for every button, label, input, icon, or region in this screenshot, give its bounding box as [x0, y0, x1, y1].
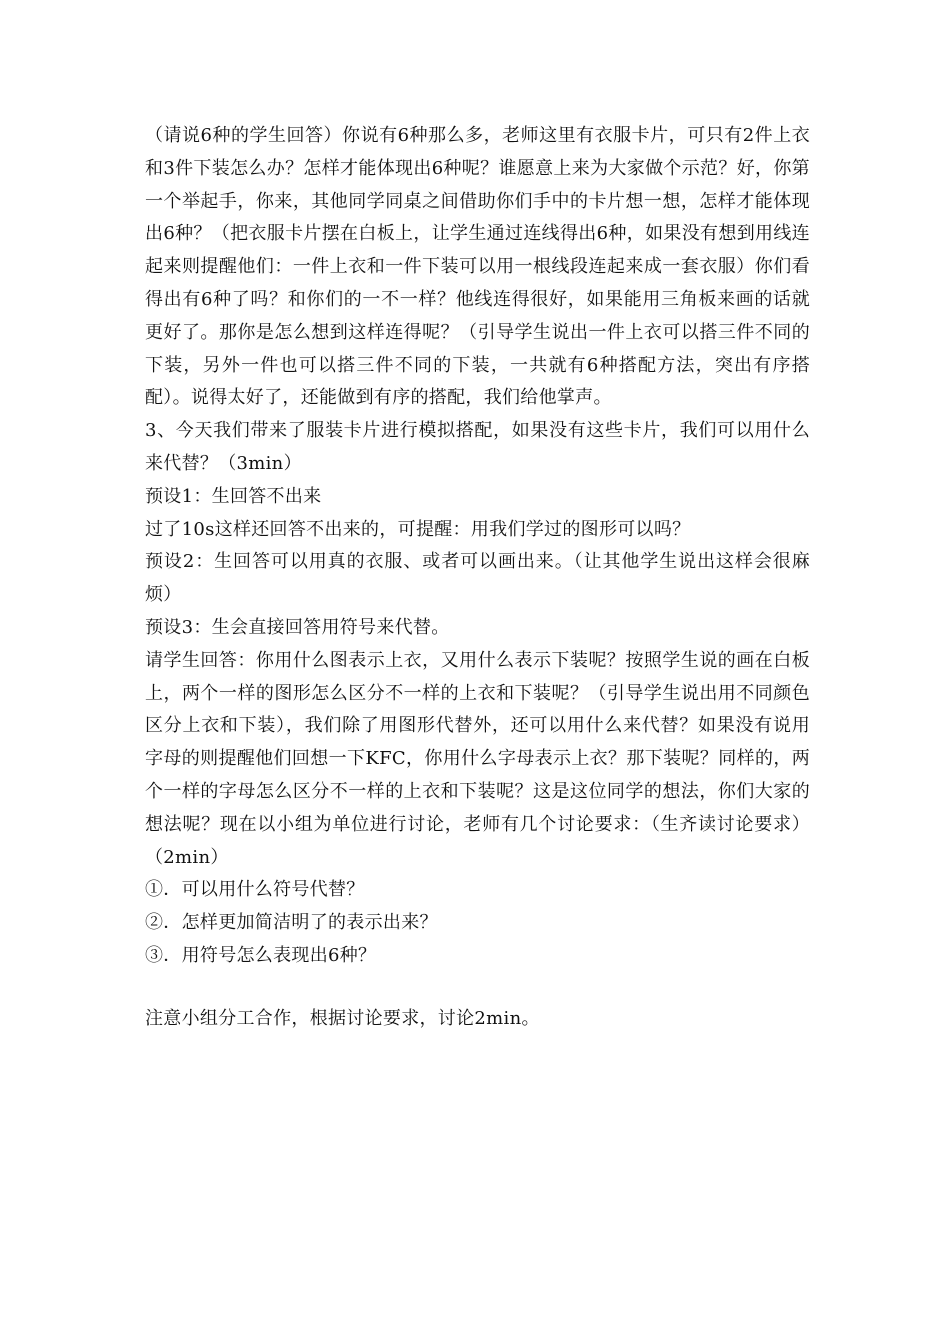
paragraph-student-answer-six: （请说6种的学生回答）你说有6种那么多，老师这里有衣服卡片，可只有2件上衣和3件下装怎么办？怎样才能体现出6种呢？谁愿意上来为大家做个示范？好，你第一个举起手，你来，其他同学同桌之间借助你们手中的卡片想一想，怎样才能体现出6种？（把衣服卡片摆在白板上，让学生通过连线得出6种，如果没有想到用线连起来则提醒他们：一件上衣和一件下装可以用一根线段连起来成一套衣服）你们看得出有6种了吗？和你们的一不一样？他线连得很好，如果能用三角板来画的话就更好了。那你是怎么想到这样连得呢？（引导学生说出一件上衣可以搭三件不同的下装，另外一件也可以搭三件不同的下装，一共就有6种搭配方法，突出有序搭配）。说得太好了，还能做到有序的搭配，我们给他掌声。 [145, 125, 810, 409]
discussion-item-1: ①．可以用什么符号代替？ [145, 879, 365, 901]
paragraph-preset-3: 预设3：生会直接回答用符号来代替。 [145, 616, 450, 638]
discussion-item-3: ③．用符号怎么表现出6种？ [145, 944, 377, 966]
paragraph-spacer [145, 973, 810, 1003]
paragraph-hint-after-10s: 过了10s这样还回答不出来的，可提醒：用我们学过的图形可以吗？ [145, 518, 691, 540]
discussion-item-2: ②．怎样更加简洁明了的表示出来？ [145, 912, 438, 934]
paragraph-preset-2: 预设2：生回答可以用真的衣服、或者可以画出来。（让其他学生说出这样会很麻烦） [145, 551, 810, 606]
document-body [145, 120, 810, 1036]
paragraph-group-note: 注意小组分工合作，根据讨论要求，讨论2min。 [145, 1007, 540, 1029]
paragraph-preset-1: 预设1：生回答不出来 [145, 485, 322, 507]
paragraph-student-answer-symbols: 请学生回答：你用什么图表示上衣，又用什么表示下装呢？按照学生说的画在白板上，两个一样的图形怎么区分不一样的上衣和下装呢？（引导学生说出用不同颜色区分上衣和下装），我们除了用图形代替外，还可以用什么来代替？如果没有说用字母的则提醒他们回想一下KFC，你用什么字母表示上衣？那下装呢？同样的，两个一样的字母怎么区分不一样的上衣和下装呢？这是这位同学的想法，你们大家的想法呢？现在以小组为单位进行讨论，老师有几个讨论要求：（生齐读讨论要求）（2min） [145, 649, 810, 868]
paragraph-step-3: 3、今天我们带来了服装卡片进行模拟搭配，如果没有这些卡片，我们可以用什么来代替？（3min） [145, 420, 810, 474]
